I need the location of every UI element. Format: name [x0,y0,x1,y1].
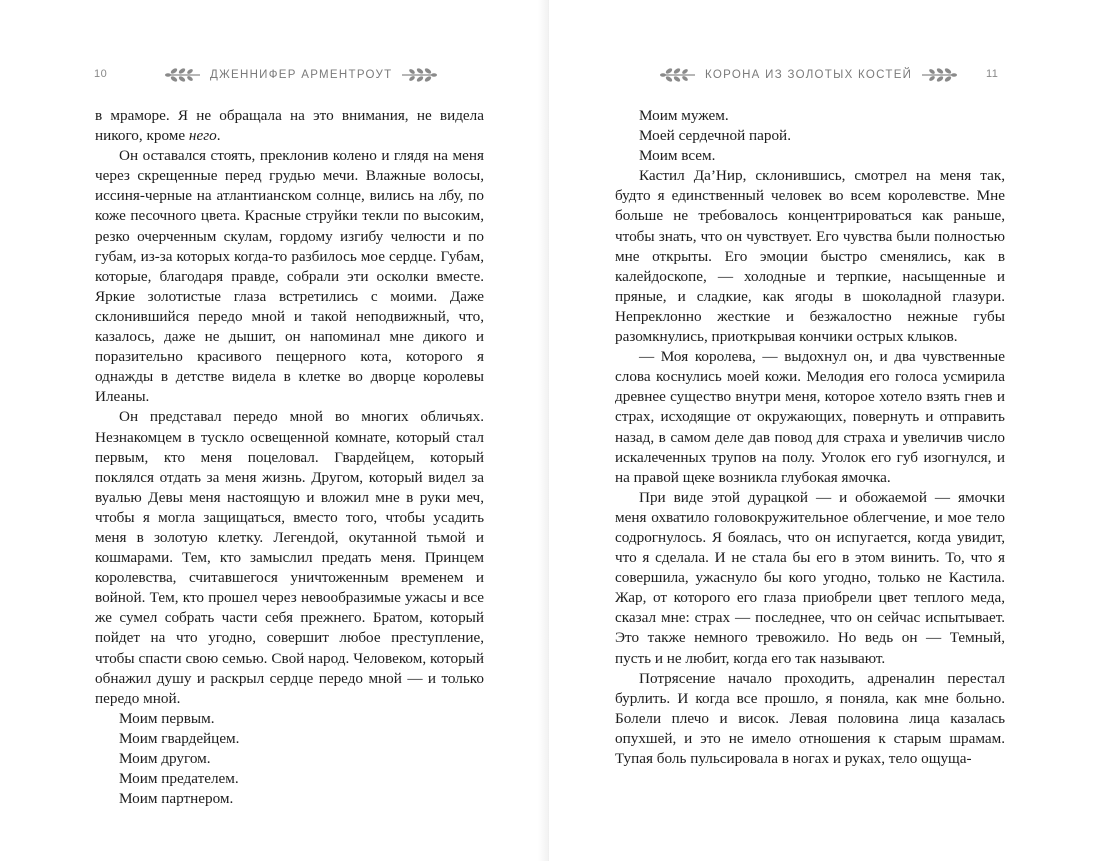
paragraph: Моей сердечной парой. [639,127,791,145]
paragraph: Потрясение начало проходить, адреналин перестал бурлить. И когда все прошло, я поняла, как мне больно. Болели плечо и висок. Левая половина лица казалась опухшей, и это не имело отношения к старым шрамам. Тупая боль пульсировала в ногах и руках, тело ощуща- [615,669,1005,767]
laurel-branch-icon [659,65,697,85]
laurel-branch-icon [400,65,438,85]
paragraph: Кастил Да’Нир, склонившись, смотрел на меня так, будто я единственный человек во всем королевстве. Мне больше не требовалось концентрироваться как раньше, чтобы знать, что он чувствует. Его чувства были полностью мне открыты. Его эмоции быстро сменялись, как в калейдоскопе, — холодные и терпкие, насыщенные и пряные, и сладкие, как ягоды в шоколадной глазури. Непреклонно жесткие и безжалостно нежные губы разомкнулись, приоткрывая кончики острых клыков. [615,167,1005,346]
paragraph: Моим мужем. [639,107,729,124]
left-running-header [0,64,549,86]
right-header-title: КОРОНА ИЗ ЗОЛОТЫХ КОСТЕЙ [705,69,913,81]
paragraph: Моим другом. [119,750,211,767]
paragraph: Моим первым. [119,709,215,727]
paragraph: При виде этой дурацкой — и обожаемой — ямочки меня охватило головокружительное облегчение, и мое тело содрогнулось. Я боялась, что он испугается, когда увидит, что я сделала. И не стала бы его в этом винить. То, что я совершила, ужаснуло бы кого угодно, только не Кастила. Жар, от которого его глаза приобрели цвет теплого меда, сказал мне: страх — последнее, что он сейчас испытывает. Это также немного тревожило. Но ведь он — Темный, пусть и не любит, когда его так называют. [615,488,1005,667]
right-page [549,0,1098,861]
paragraph: — Моя королева, — выдохнул он, и два чувственные слова коснулись моей кожи. Мелодия его голоса усмирила древнее существо внутри меня, которое хотело взять гнев и страх, исходящие от окружающих, повернуть и отправить назад, в самом деле дав повод для страха и увеличив число искалеченных трупов на полу. Уголок его губ изогнулся, и на правой щеке возникла глубокая ямочка. [615,348,1005,486]
right-page-number: 11 [986,68,999,80]
left-body-text [95,106,484,809]
laurel-branch-icon [920,65,958,85]
paragraph: Он представал передо мной во многих обличьях. Незнакомцем в тускло освещенной комнате, который стал первым, кто меня поцеловал. Гвардейцем, который поклялся отдать за меня жизнь. Другом, который видел за вуалью Девы меня настоящую и вложил мне в руки меч, чтобы я могла защищаться, вместо того, чтобы усадить меня в золотую клетку. Легендой, окутанной тьмой и кошмарами. Тем, кто замыслил предать меня. Принцем королевства, считавшегося уничтоженным временем и войной. Тем, кто прошел через невообразимые ужасы и все же сумел собрать части себя прежнего. Братом, который пойдет на что угодно, совершит любое преступление, чтобы спасти свою семью. Свой народ. Человеком, который обнажил душу и раскрыл сердце передо мной — и только передо мной. [95,408,484,707]
right-running-header [549,64,1098,86]
laurel-branch-icon [164,65,202,85]
emphasis: него [188,127,217,145]
paragraph: Моим гвардейцем. [119,729,240,747]
right-body-text [615,106,1005,769]
paragraph: Он оставался стоять, преклонив колено и глядя на меня через скрещенные перед грудью мечи. Влажные волосы, иссиня-черные на атлантианском солнце, вились на лбу, по коже песочного цвета. Красные струйки текли по высоким, резко очерченным скулам, гордому изгибу челюсти и по губам, из-за которых когда-то разбилось мое сердце. Губам, которые, благодаря правде, собрали эти осколки вместе. Яркие золотистые глаза встретились с моими. Даже склонившийся передо мной и такой неподвижный, что, казалось, даже не дышит, он напоминал мне дикого и поразительно красивого пещерного кота, которого я однажды в детстве видела в клетке во дворце королевы Илеаны. [95,147,484,406]
paragraph: Моим партнером. [119,790,234,808]
left-page-number: 10 [94,68,108,80]
paragraph: Моим всем. [639,147,716,165]
left-header-title: ДЖЕННИФЕР АРМЕНТРОУТ [210,69,393,81]
paragraph: в мраморе. Я не обращала на это внимания, не видела никого, кроме него. [95,107,484,145]
paragraph: Моим предателем. [119,770,239,788]
